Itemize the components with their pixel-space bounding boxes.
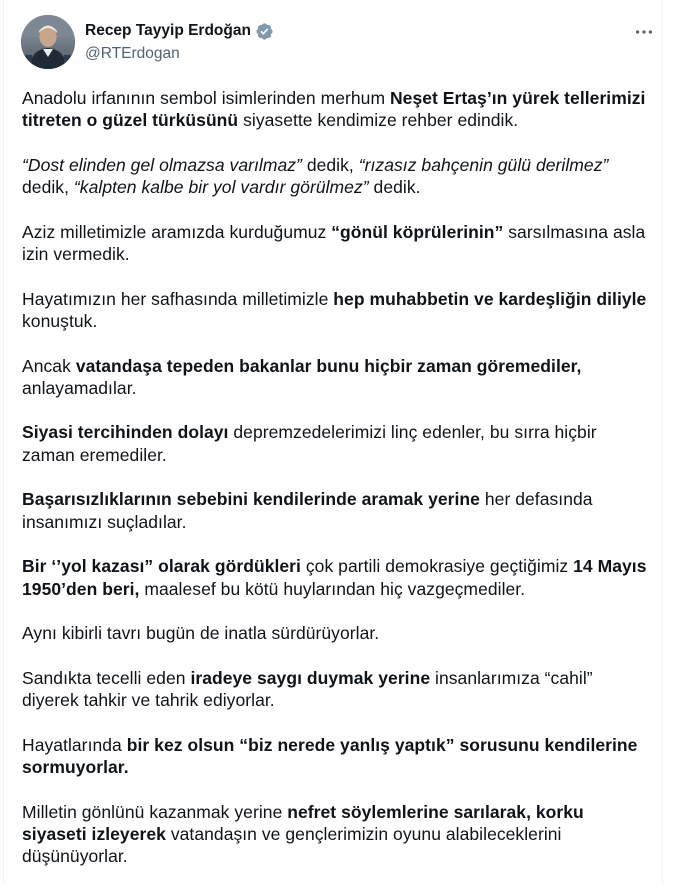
tweet-paragraph (22, 288, 652, 333)
text-segment: 14 Mayıs 1950’den beri, (22, 556, 647, 599)
text-segment: Neşet Ertaş’ın yürek tellerimizi titreten o güzel türküsünü (22, 88, 646, 131)
text-segment: Siyasi tercihinden dolayı (22, 422, 229, 443)
text-segment: Hayatımızın her safhasında milletimizle (22, 288, 334, 309)
text-segment: dedik, (22, 177, 74, 198)
text-segment: “rızasız bahçenin gülü derilmez” (358, 154, 609, 175)
text-segment: çok partili demokrasiye geçtiğimiz (300, 556, 574, 577)
text-segment: sarsılmasına asla izin vermedik. (22, 221, 646, 265)
text-segment: konuştuk. (22, 310, 98, 331)
tweet-header (21, 15, 661, 71)
text-segment: her defasında insanımızı suçladılar. (22, 489, 593, 532)
text-segment: Sandıkta tecelli eden (22, 667, 191, 688)
tweet (3, 0, 663, 884)
tweet-paragraph (22, 488, 652, 533)
tweet-paragraph (22, 555, 652, 600)
avatar[interactable] (21, 15, 75, 69)
text-segment: depremzedelerimizi linç edenler, bu sırra hiçbir zaman eremediler. (22, 422, 597, 465)
text-segment: iradeye saygı duymak yerine (190, 667, 431, 688)
avatar-image (21, 15, 75, 69)
tweet-paragraph (22, 221, 652, 266)
text-segment: Ancak (22, 355, 76, 376)
text-segment: vatandaşın ve gençlerimizin oyunu alabileceklerini düşünüyorlar. (22, 823, 562, 867)
tweet-paragraph (22, 667, 652, 712)
text-segment: dedik, (301, 154, 359, 175)
tweet-paragraph (22, 87, 652, 132)
text-segment: dedik. (368, 177, 421, 198)
text-segment: “Dost elinden gel olmazsa varılmaz” (22, 154, 302, 175)
text-segment: Hayatlarında (22, 734, 127, 755)
text-segment: “gönül köprülerinin” (331, 221, 504, 242)
tweet-paragraph (22, 734, 652, 779)
text-segment: anlayamadılar. (22, 377, 137, 398)
text-segment: nefret söylemlerine sarılarak, korku siyaseti izleyerek (22, 801, 584, 844)
handle[interactable]: @RTErdogan (85, 45, 180, 62)
tweet-paragraph (22, 801, 652, 868)
text-segment: Başarısızlıklarının sebebini kendilerinde aramak yerine (22, 489, 480, 510)
author-names (85, 21, 274, 63)
display-name[interactable]: Recep Tayyip Erdoğan (85, 22, 251, 39)
text-segment: maalesef bu kötü huylarından hiç vazgeçmediler. (139, 578, 526, 599)
tweet-text (22, 87, 652, 890)
text-segment: Bir ‘’yol kazası” olarak gördükleri (22, 556, 301, 577)
more-horizontal-icon[interactable] (633, 21, 655, 43)
tweet-paragraph (22, 154, 652, 199)
text-segment: “kalpten kalbe bir yol vardır görülmez” (73, 177, 369, 198)
tweet-paragraph (22, 421, 652, 466)
text-segment: bir kez olsun “biz nerede yanlış yaptık” sorusunu kendilerine sormuyorlar. (22, 734, 638, 777)
text-segment: insanlarımıza “cahil” diyerek tahkir ve tahrik ediyorlar. (22, 667, 593, 711)
tweet-paragraph (22, 622, 652, 644)
verified-badge-icon[interactable] (255, 22, 274, 41)
text-segment: Aziz milletimizle aramızda kurduğumuz (22, 221, 332, 242)
text-segment: Anadolu irfanının sembol isimlerinden merhum (22, 88, 390, 108)
text-segment: siyasette kendimize rehber edindik. (238, 110, 519, 131)
text-segment: Milletin gönlünü kazanmak yerine (22, 801, 288, 822)
text-segment: Aynı kibirli tavrı bugün de inatla sürdürüyorlar. (22, 623, 380, 644)
tweet-paragraph (22, 355, 652, 400)
text-segment: vatandaşa tepeden bakanlar bunu hiçbir zaman göremediler, (75, 355, 582, 376)
display-name-row (85, 21, 274, 41)
text-segment: hep muhabbetin ve kardeşliğin diliyle (333, 288, 647, 309)
